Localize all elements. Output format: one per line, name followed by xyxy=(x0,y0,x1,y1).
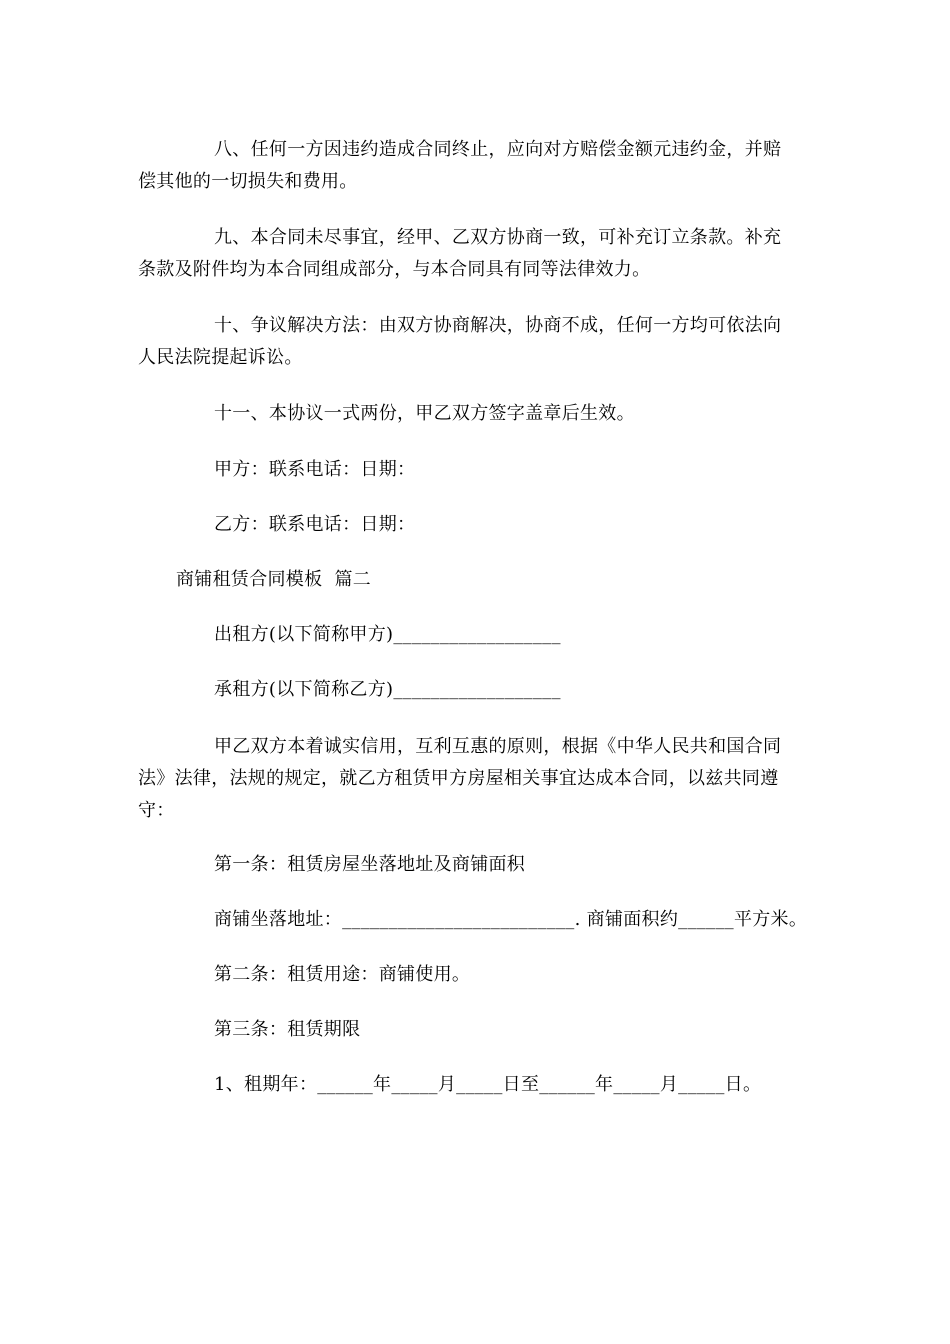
lessee-line: 承租方(以下简称乙方)__________________ xyxy=(214,679,561,700)
party-a-signature-line: 甲方：联系电话：日期： xyxy=(214,459,416,480)
clause-8-line-2: 偿其他的一切损失和费用。 xyxy=(138,171,358,192)
clause-11: 十一、本协议一式两份，甲乙双方签字盖章后生效。 xyxy=(214,403,635,424)
article-1-heading: 第一条：租赁房屋坐落地址及商铺面积 xyxy=(214,854,526,875)
clause-9-line-1: 九、本合同未尽事宜，经甲、乙双方协商一致，可补充订立条款。补充 xyxy=(214,227,782,248)
lessor-line: 出租方(以下简称甲方)__________________ xyxy=(214,624,561,645)
clause-10-line-2: 人民法院提起诉讼。 xyxy=(138,347,303,368)
clause-8-line-1: 八、任何一方因违约造成合同终止，应向对方赔偿金额元违约金，并赔 xyxy=(214,139,782,160)
clause-9-line-2: 条款及附件均为本合同组成部分，与本合同具有同等法律效力。 xyxy=(138,259,651,280)
preamble-line-3: 守： xyxy=(138,800,175,821)
preamble-line-1: 甲乙双方本着诚实信用，互利互惠的原则，根据《中华人民共和国合同 xyxy=(214,736,782,757)
section-title: 商铺租赁合同模板 篇二 xyxy=(176,569,372,590)
clause-10-line-1: 十、争议解决方法：由双方协商解决，协商不成，任何一方均可依法向 xyxy=(214,315,782,336)
article-2-heading: 第二条：租赁用途：商铺使用。 xyxy=(214,964,471,985)
party-b-signature-line: 乙方：联系电话：日期： xyxy=(214,514,416,535)
shop-address-line: 商铺坐落地址：_________________________. 商铺面积约______平方米。 xyxy=(214,909,808,930)
article-3-heading: 第三条：租赁期限 xyxy=(214,1019,361,1040)
preamble-line-2: 法》法律，法规的规定，就乙方租赁甲方房屋相关事宜达成本合同，以兹共同遵 xyxy=(138,768,779,789)
lease-term-line: 1、租期年：______年_____月_____日至______年_____月_____日。 xyxy=(214,1074,762,1095)
